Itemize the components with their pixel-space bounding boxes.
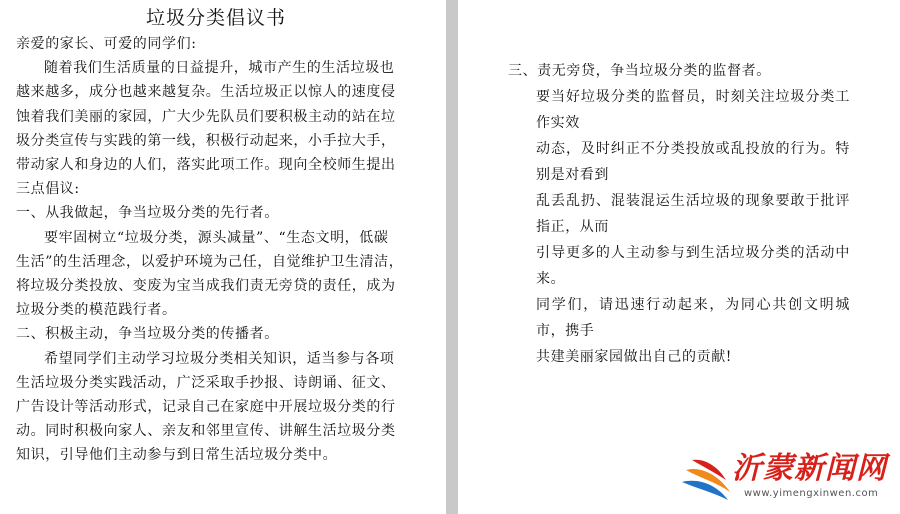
text-line: 生活垃圾分类实践活动，广泛采取手抄报、诗朗诵、征文、 <box>16 374 396 391</box>
text-line: 共建美丽家园做出自己的贡献! <box>536 349 733 365</box>
swoosh-logo-icon <box>678 448 738 508</box>
text-line: 圾分类宣传与实践的第一线，积极行动起来，小手拉大手， <box>16 132 396 149</box>
text-line: 要牢固树立“垃圾分类，源头减量”、“生态文明，低碳 <box>44 229 389 246</box>
text-line: 乱丢乱扔、混装混运生活垃圾的现象要敢于批评指正，从而 <box>536 193 850 235</box>
text-line: 引导更多的人主动参与到生活垃圾分类的活动中来。 <box>536 245 850 287</box>
watermark-logo <box>678 448 888 508</box>
text-line: 蚀着我们美丽的家园，广大少先队员们要积极主动的站在垃 <box>16 108 396 125</box>
text-line: 一、从我做起，争当垃圾分类的先行者。 <box>16 205 279 222</box>
section-heading: 三、责无旁贷，争当垃圾分类的监督者。 <box>508 63 771 79</box>
text-line: 同学们，请迅速行动起来，为同心共创文明城市，携手 <box>536 297 850 339</box>
text-line: 广告设计等活动形式，记录自己在家庭中开展垃圾分类的行 <box>16 399 396 416</box>
right-page-body <box>508 58 850 370</box>
text-line: 带动家人和身边的人们，落实此项工作。现向全校师生提出 <box>16 157 396 174</box>
text-line: 垃圾分类的模范践行者。 <box>16 302 177 319</box>
text-line: 要当好垃圾分类的监督员，时刻关注垃圾分类工作实效 <box>536 89 850 131</box>
text-line: 亲爱的家长、可爱的同学们: <box>16 36 197 52</box>
text-line: 动态，及时纠正不分类投放或乱投放的行为。特别是对看到 <box>536 141 850 183</box>
text-line: 随着我们生活质量的日益提升，城市产生的生活垃圾也 <box>44 60 395 77</box>
text-line: 动。同时积极向家人、亲友和邻里宣传、讲解生活垃圾分类 <box>16 423 396 440</box>
text-line: 希望同学们主动学习垃圾分类相关知识，适当参与各项 <box>44 350 395 367</box>
document-page-left <box>0 0 446 514</box>
text-line: 生活”的生活理念，以爱护环境为己任，自觉维护卫生清洁， <box>16 253 404 270</box>
text-line: 三点倡议: <box>16 181 80 198</box>
text-line: 知识，引导他们主动参与到日常生活垃圾分类中。 <box>16 447 338 464</box>
watermark-url: www.yimengxinwen.com <box>744 488 879 499</box>
document-page-right <box>458 0 900 514</box>
text-line: 越来越多，成分也越来越复杂。生活垃圾正以惊人的速度侵 <box>16 84 396 101</box>
watermark-brand: 沂蒙新闻网 <box>732 451 887 486</box>
left-page-body <box>16 32 416 468</box>
text-line: 将垃圾分类投放、变废为宝当成我们责无旁贷的责任，成为 <box>16 278 396 295</box>
document-title: 垃圾分类倡议书 <box>145 7 286 29</box>
text-line: 二、积极主动，争当垃圾分类的传播者。 <box>16 326 279 343</box>
